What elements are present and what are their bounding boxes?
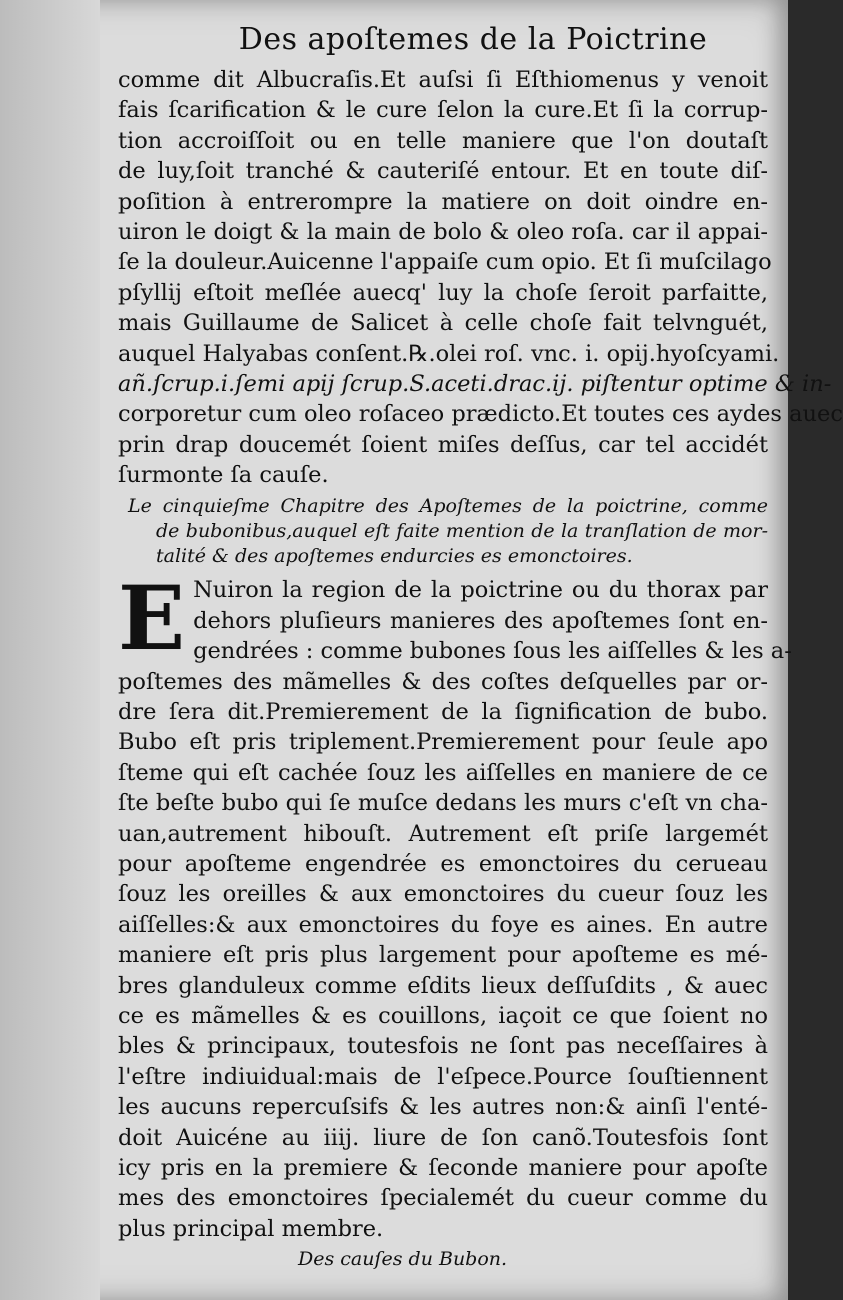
text-line: ſteme qui eſt cachée ſouz les aiſſelles en maniere de ce: [118, 759, 768, 786]
text-block: [118, 22, 843, 1271]
text-line: Nuiron la region de la poictrine ou du thorax par: [193, 577, 768, 604]
text-line: ſurmonte ſa cauſe.: [118, 462, 329, 489]
text-line: bles & principaux, toutesfois ne ſont pas neceſſaires à: [118, 1033, 768, 1060]
text-line: les aucuns repercuſsifs & les autres non:& ainſi l'enté-: [118, 1094, 768, 1121]
text-line: mais Guillaume de Salicet à celle choſe fait telvnguét,: [118, 310, 768, 337]
chapter-title: [128, 494, 768, 569]
text-line: plus principal membre.: [118, 1215, 384, 1242]
text-line: dre ſera dit.Premierement de la ſignification de bubo.: [118, 699, 768, 726]
text-line: l'eſtre indiuidual:mais de l'eſpece.Pource ſouſtiennent: [118, 1063, 768, 1090]
text-line: ſte beſte bubo qui ſe muſce dedans les murs c'eſt vn cha-: [118, 790, 768, 817]
text-line: gendrées : comme bubones ſous les aiſſelles & les a-: [193, 638, 792, 665]
section-heading: Des cauſes du Bubon.: [298, 1248, 508, 1271]
paragraph-1: [118, 65, 843, 490]
text-line: dehors pluſieurs manieres des apoſtemes ſont en-: [193, 607, 768, 634]
text-line: fais ſcarification & le cure ſelon la cure.Et ſi la corrup-: [118, 97, 768, 124]
text-line: mes des emonctoires ſpecialemét du cueur comme du: [118, 1185, 768, 1212]
chapter-title-line: de bubonibus,auquel eſt faite mention de la tranſlation de mor-: [156, 520, 768, 543]
paragraph-2: [118, 566, 792, 1244]
text-line: Bubo eſt pris triplement.Premierement pour ſeule apo: [118, 729, 768, 756]
chapter-title-line: talité & des apoſtemes endurcies es emonctoires.: [156, 545, 633, 568]
text-line: corporetur cum oleo roſaceo prædicto.Et toutes ces aydes auec: [118, 401, 843, 428]
text-line: doit Auicéne au iiij. liure de ſon canõ.Toutesfois ſont: [118, 1124, 768, 1151]
running-head: Des apoſtemes de la Poictrine: [238, 22, 708, 57]
text-line: icy pris en la premiere & ſeconde maniere pour apoſte: [118, 1154, 768, 1181]
text-line: pſyllij eſtoit meſlée auecq' luy la choſe ſeroit parfaitte,: [118, 279, 768, 306]
text-line: prin drap doucemét ſoient miſes deſſus, car tel accidét: [118, 431, 768, 458]
text-line: uiron le doigt & la main de bolo & oleo roſa. car il appai-: [118, 218, 768, 245]
text-line: bres glanduleux comme eſdits lieux deſſuſdits , & auec: [118, 972, 768, 999]
text-line: poſtemes des mãmelles & des coſtes deſquelles par or-: [118, 668, 768, 695]
text-line: tion accroiſſoit ou en telle maniere que l'on doutaſt: [118, 127, 768, 154]
text-line: ſe la douleur.Auicenne l'appaiſe cum opio. Et ſi muſcilago: [118, 249, 772, 276]
text-line: poſition à entrerompre la matiere on doit oindre en-: [118, 188, 768, 215]
text-line: pour apoſteme engendrée es emonctoires du cerueau: [118, 850, 768, 877]
chapter-title-line: Le cinquieſme Chapitre des Apoſtemes de la poictrine, comme: [128, 495, 768, 518]
drop-cap: E: [118, 566, 186, 671]
text-line: de luy,ſoit tranché & cauteriſé entour. Et en toute diſ-: [118, 158, 768, 185]
text-line: ſouz les oreilles & aux emonctoires du cueur ſouz les: [118, 881, 768, 908]
page-gutter: [0, 0, 100, 1300]
text-line: auquel Halyabas conſent.℞.olei roſ. vnc. i. opij.hyoſcyami.: [118, 340, 780, 367]
text-line: maniere eſt pris plus largement pour apoſteme es mé-: [118, 942, 768, 969]
text-line: aiſſelles:& aux emonctoires du foye es aines. En autre: [118, 911, 768, 938]
text-line: comme dit Albucraſis.Et auſsi ſi Eſthiomenus y venoit: [118, 67, 768, 93]
text-line: uan,autrement hibouſt. Autrement eſt priſe largemét: [118, 820, 768, 847]
text-line: añ.ſcrup.i.ſemi apij ſcrup.S.aceti.drac.ij. piſtentur optime & in-: [118, 370, 832, 397]
text-line: ce es mãmelles & es couillons, iaçoit ce que ſoient no: [118, 1002, 768, 1029]
